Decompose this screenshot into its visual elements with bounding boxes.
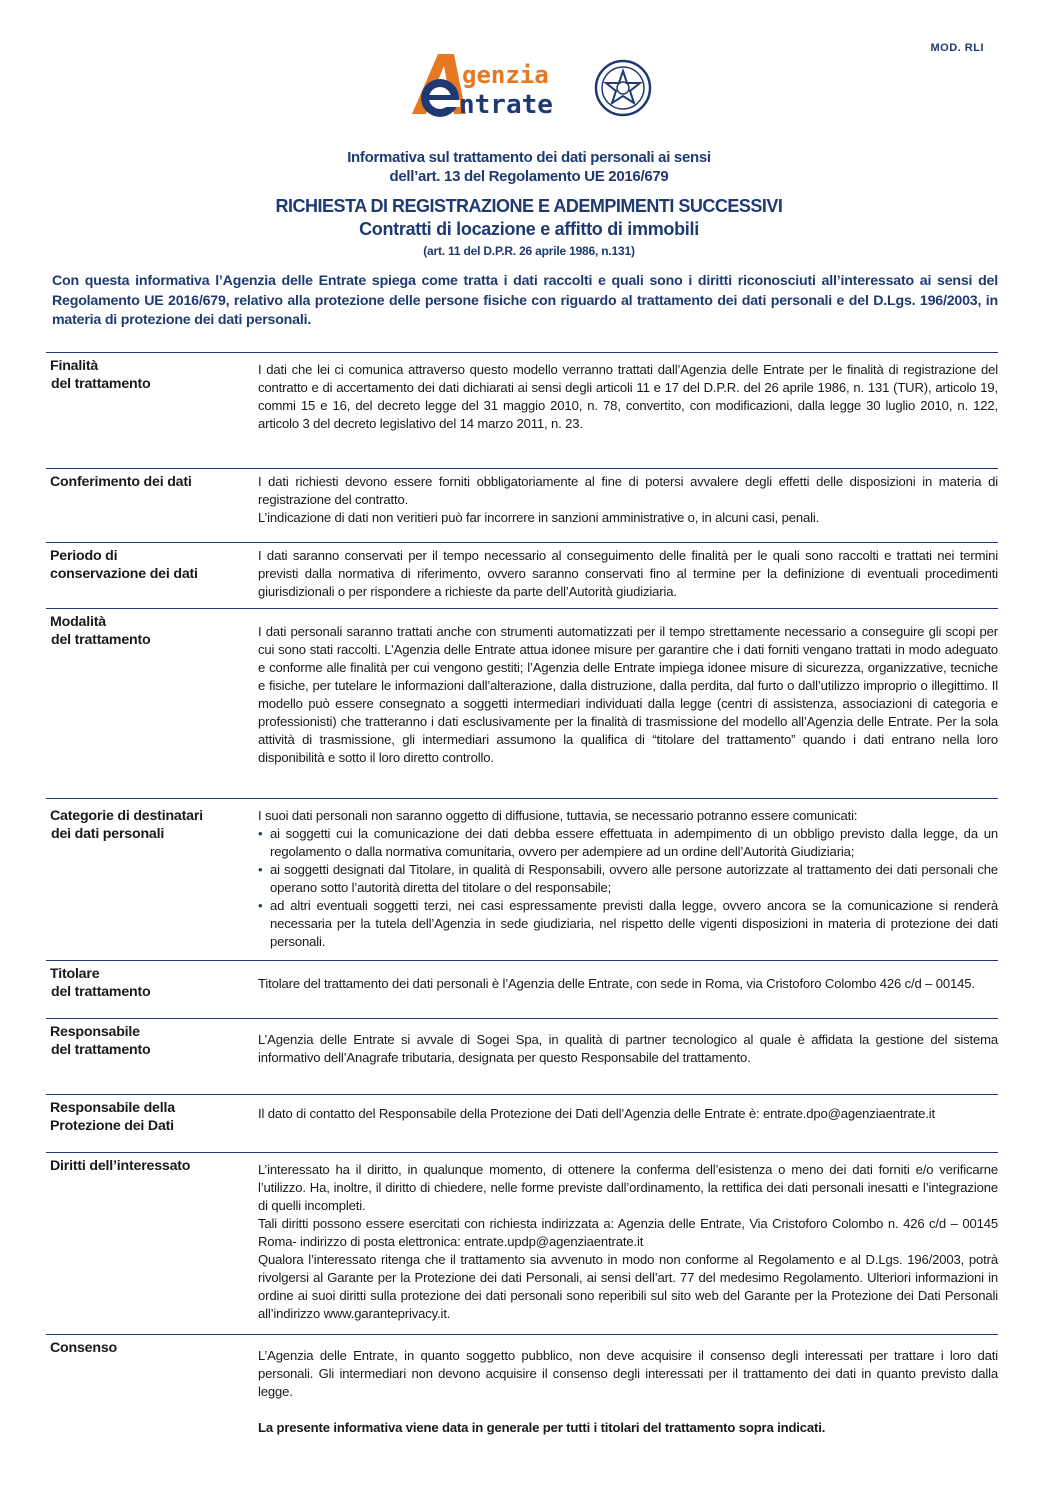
section-body: I dati che lei ci comunica attraverso questo modello verranno trattati dall’Agenzia delle Entrate per le finalità di registrazione del contratto e di accertamento dei dati dichiarati ai sensi degli articoli 11 e 17 del D.P.R. del 26 aprile 1986, n. 131 (TUR), articolo 19, commi 15 e 16, del decreto legge del 31 maggio 2010, n. 78, convertito, con modificazioni, dalla legge 30 luglio 2010, n. 122, articolo 3 del decreto legislativo del 14 marzo 2011, n. 23. <box>258 362 998 431</box>
section-body: I dati saranno conservati per il tempo necessario al conseguimento delle finalità per le quali sono raccolti e trattati nei termini previsti dalla normativa di riferimento, ovvero saranno conservati fino al termine per la definizione di eventuali procedimenti giurisdizionali o per rispondere a richieste da parte dell’Autorità giudiziaria. <box>258 548 998 599</box>
section-conservazione <box>46 542 998 609</box>
list-item: • ad altri eventuali soggetti terzi, nei casi espressamente previsti dalla legge, ovvero ancora se la comunicazione si renderà necessaria per la tutela dell’Agenzia in sede giudiziaria, nel rispetto delle vigenti disposizioni in materia di protezione dei dati personali. <box>258 897 998 951</box>
section-label: Modalità del trattamento <box>50 614 151 648</box>
section-body: L’Agenzia delle Entrate, in quanto soggetto pubblico, non deve acquisire il consenso degli interessati per trattare i loro dati personali. Gli intermediari non devono acquisire il consenso degli interessati per il trattamento dei dati in quanto previsto dalla legge. <box>258 1348 998 1399</box>
section-body: I dati personali saranno trattati anche con strumenti automatizzati per il tempo strettamente necessario a conseguire gli scopi per cui sono stati raccolti. L’Agenzia delle Entrate attua idonee misure per garantire che i dati forniti vengano trattati in modo adeguato e conforme alle finalità per cui vengono gestiti; l’Agenzia delle Entrate impiega idonee misure di sicurezza, organizzative, tecniche e fisiche, per tutelare le informazioni dall’alterazione, dalla distruzione, dalla perdita, dal furto o dall’utilizzo improprio o illegittimo. Il modello può essere consegnato a soggetti intermediari individuati dalla legge (centri di assistenza, associazioni di categoria e professionisti) che tratteranno i dati esclusivamente per la finalità di trasmissione del modello all’Agenzia delle Entrate. Per la sola attività di trasmissione, gli intermediari assumono la qualifica di “titolare del trattamento” quando i dati entrano nella loro disponibilità e sotto il loro diretto controllo. <box>258 624 998 765</box>
section-label: Conferimento dei dati <box>50 474 192 490</box>
section-label: Responsabile della Protezione dei Dati <box>50 1100 175 1134</box>
agenzia-entrate-logo <box>404 52 654 122</box>
section-body: Titolare del trattamento dei dati personali è l’Agenzia delle Entrate, con sede in Roma, via Cristoforo Colombo 426 c/d – 00145. <box>258 976 975 991</box>
section-modalita <box>46 608 998 799</box>
section-titolare <box>46 960 998 1019</box>
section-body: L’interessato ha il diritto, in qualunque momento, di ottenere la conferma dell’esistenza o meno dei dati forniti e/o verificarne l’utilizzo. Ha, inoltre, il diritto di chiedere, nelle forme previste dall’ordinamento, la rettifica dei dati personali inesatti e l’integrazione di quelli incompleti. Tali diritti possono essere esercitati con richiesta indirizzata a: Agenzia delle Entrate, Via Cristoforo Colombo n. 426 c/d – 00145 Roma- indirizzo di posta elettronica: entrate.updp@agenziaentrate.it Qualora l’interessato ritenga che il trattamento sia avvenuto in modo non conforme al Regolamento e al D.Lgs. 196/2003, potrà rivolgersi al Garante per la Protezione dei dati Personali, ai sensi dell’art. 77 del medesimo Regolamento. Ulteriori informazioni in ordine ai suoi diritti sulla protezione dei dati personali sono reperibili sul sito web del Garante per la Protezione dei Dati Personali all’indirizzo www.garanteprivacy.it. <box>258 1162 998 1321</box>
section-diritti <box>46 1152 998 1335</box>
section-label: Diritti dell’interessato <box>50 1158 191 1174</box>
form-subtitle: Contratti di locazione e affitto di immobili <box>359 219 699 239</box>
section-finalita <box>46 352 998 469</box>
section-destinatari <box>46 798 998 961</box>
section-responsabile <box>46 1018 998 1095</box>
section-label: Responsabile del trattamento <box>50 1024 151 1058</box>
section-conferimento <box>46 468 998 543</box>
section-body: Il dato di contatto del Responsabile della Protezione dei Dati dell’Agenzia delle Entrate è: entrate.dpo@agenziaentrate.it <box>258 1106 936 1121</box>
list-item: • ai soggetti designati dal Titolare, in qualità di Responsabili, ovvero alle persone autorizzate al trattamento dei dati personali che operano sotto l’autorità diretta del titolare o del responsabile; <box>258 861 998 897</box>
list-item: • ai soggetti cui la comunicazione dei dati debba essere effettuata in adempimento di un obbligo previsto dalla legge, da un regolamento o dalla normativa comunitaria, ovvero per adempiere ad un ordine dell’Autorità Giudiziaria; <box>258 825 998 861</box>
privacy-notice-heading: Informativa sul trattamento dei dati personali ai sensi dell’art. 13 del Regolamento UE 2016/679 <box>347 149 711 185</box>
logo-line2: ntrate <box>459 90 553 120</box>
section-label: Finalità del trattamento <box>50 358 151 392</box>
form-title: RICHIESTA DI REGISTRAZIONE E ADEMPIMENTI SUCCESSIVI <box>275 196 783 216</box>
section-body: I dati richiesti devono essere forniti obbligatoriamente al fine di potersi avvalere degli effetti delle disposizioni in materia di registrazione del contratto. L’indicazione di dati non veritieri può far incorrere in sanzioni amministrative o, in alcuni casi, penali. <box>258 474 998 525</box>
section-consenso <box>46 1334 998 1415</box>
logo-line1: genzia <box>462 61 549 89</box>
closing-note: La presente informativa viene data in generale per tutti i titolari del trattamento sopra indicati. <box>258 1420 826 1435</box>
section-label: Consenso <box>50 1340 117 1356</box>
section-dpo <box>46 1094 998 1153</box>
form-code: MOD. RLI <box>930 42 984 54</box>
section-body: L’Agenzia delle Entrate si avvale di Sogei Spa, in qualità di partner tecnologico al quale è affidata la gestione del sistema informativo dell’Anagrafe tributaria, designata per questo Responsabile del trattamento. <box>258 1032 998 1065</box>
section-body: I suoi dati personali non saranno oggetto di diffusione, tuttavia, se necessario potranno essere comunicati: • ai soggetti cui la comunicazione dei dati debba essere effettuata in adempimento di un obbligo previsto dalla legge, da un regolamento o dalla normativa comunitaria, ovvero per adempiere ad un ordine dell’Autorità Giudiziaria; • ai soggetti designati dal Titolare, in qualità di Responsabili, ovvero alle persone autorizzate al trattamento dei dati personali che operano sotto l’autorità diretta del titolare o del responsabile; • ad altri eventuali soggetti terzi, nei casi espressamente previsti dalla legge, ovvero ancora se la comunicazione si renderà necessaria per la tutela dell’Agenzia in sede giudiziaria, nel rispetto delle vigenti disposizioni in materia di protezione dei dati personali. <box>258 807 998 951</box>
repubblica-italiana-emblem-icon <box>596 61 650 115</box>
section-label: Periodo di conservazione dei dati <box>50 548 198 582</box>
section-label: Categorie di destinatari dei dati personali <box>50 808 203 842</box>
legal-reference: (art. 11 del D.P.R. 26 aprile 1986, n.131) <box>423 244 635 258</box>
section-label: Titolare del trattamento <box>50 966 151 1000</box>
intro-paragraph: Con questa informativa l’Agenzia delle Entrate spiega come tratta i dati raccolti e quali sono i diritti riconosciuti all’interessato ai sensi del Regolamento UE 2016/679, relativo alla protezione delle persone fisiche con riguardo al trattamento dei dati personali e del D.Lgs. 196/2003, in materia di protezione dei dati personali. <box>52 273 998 328</box>
